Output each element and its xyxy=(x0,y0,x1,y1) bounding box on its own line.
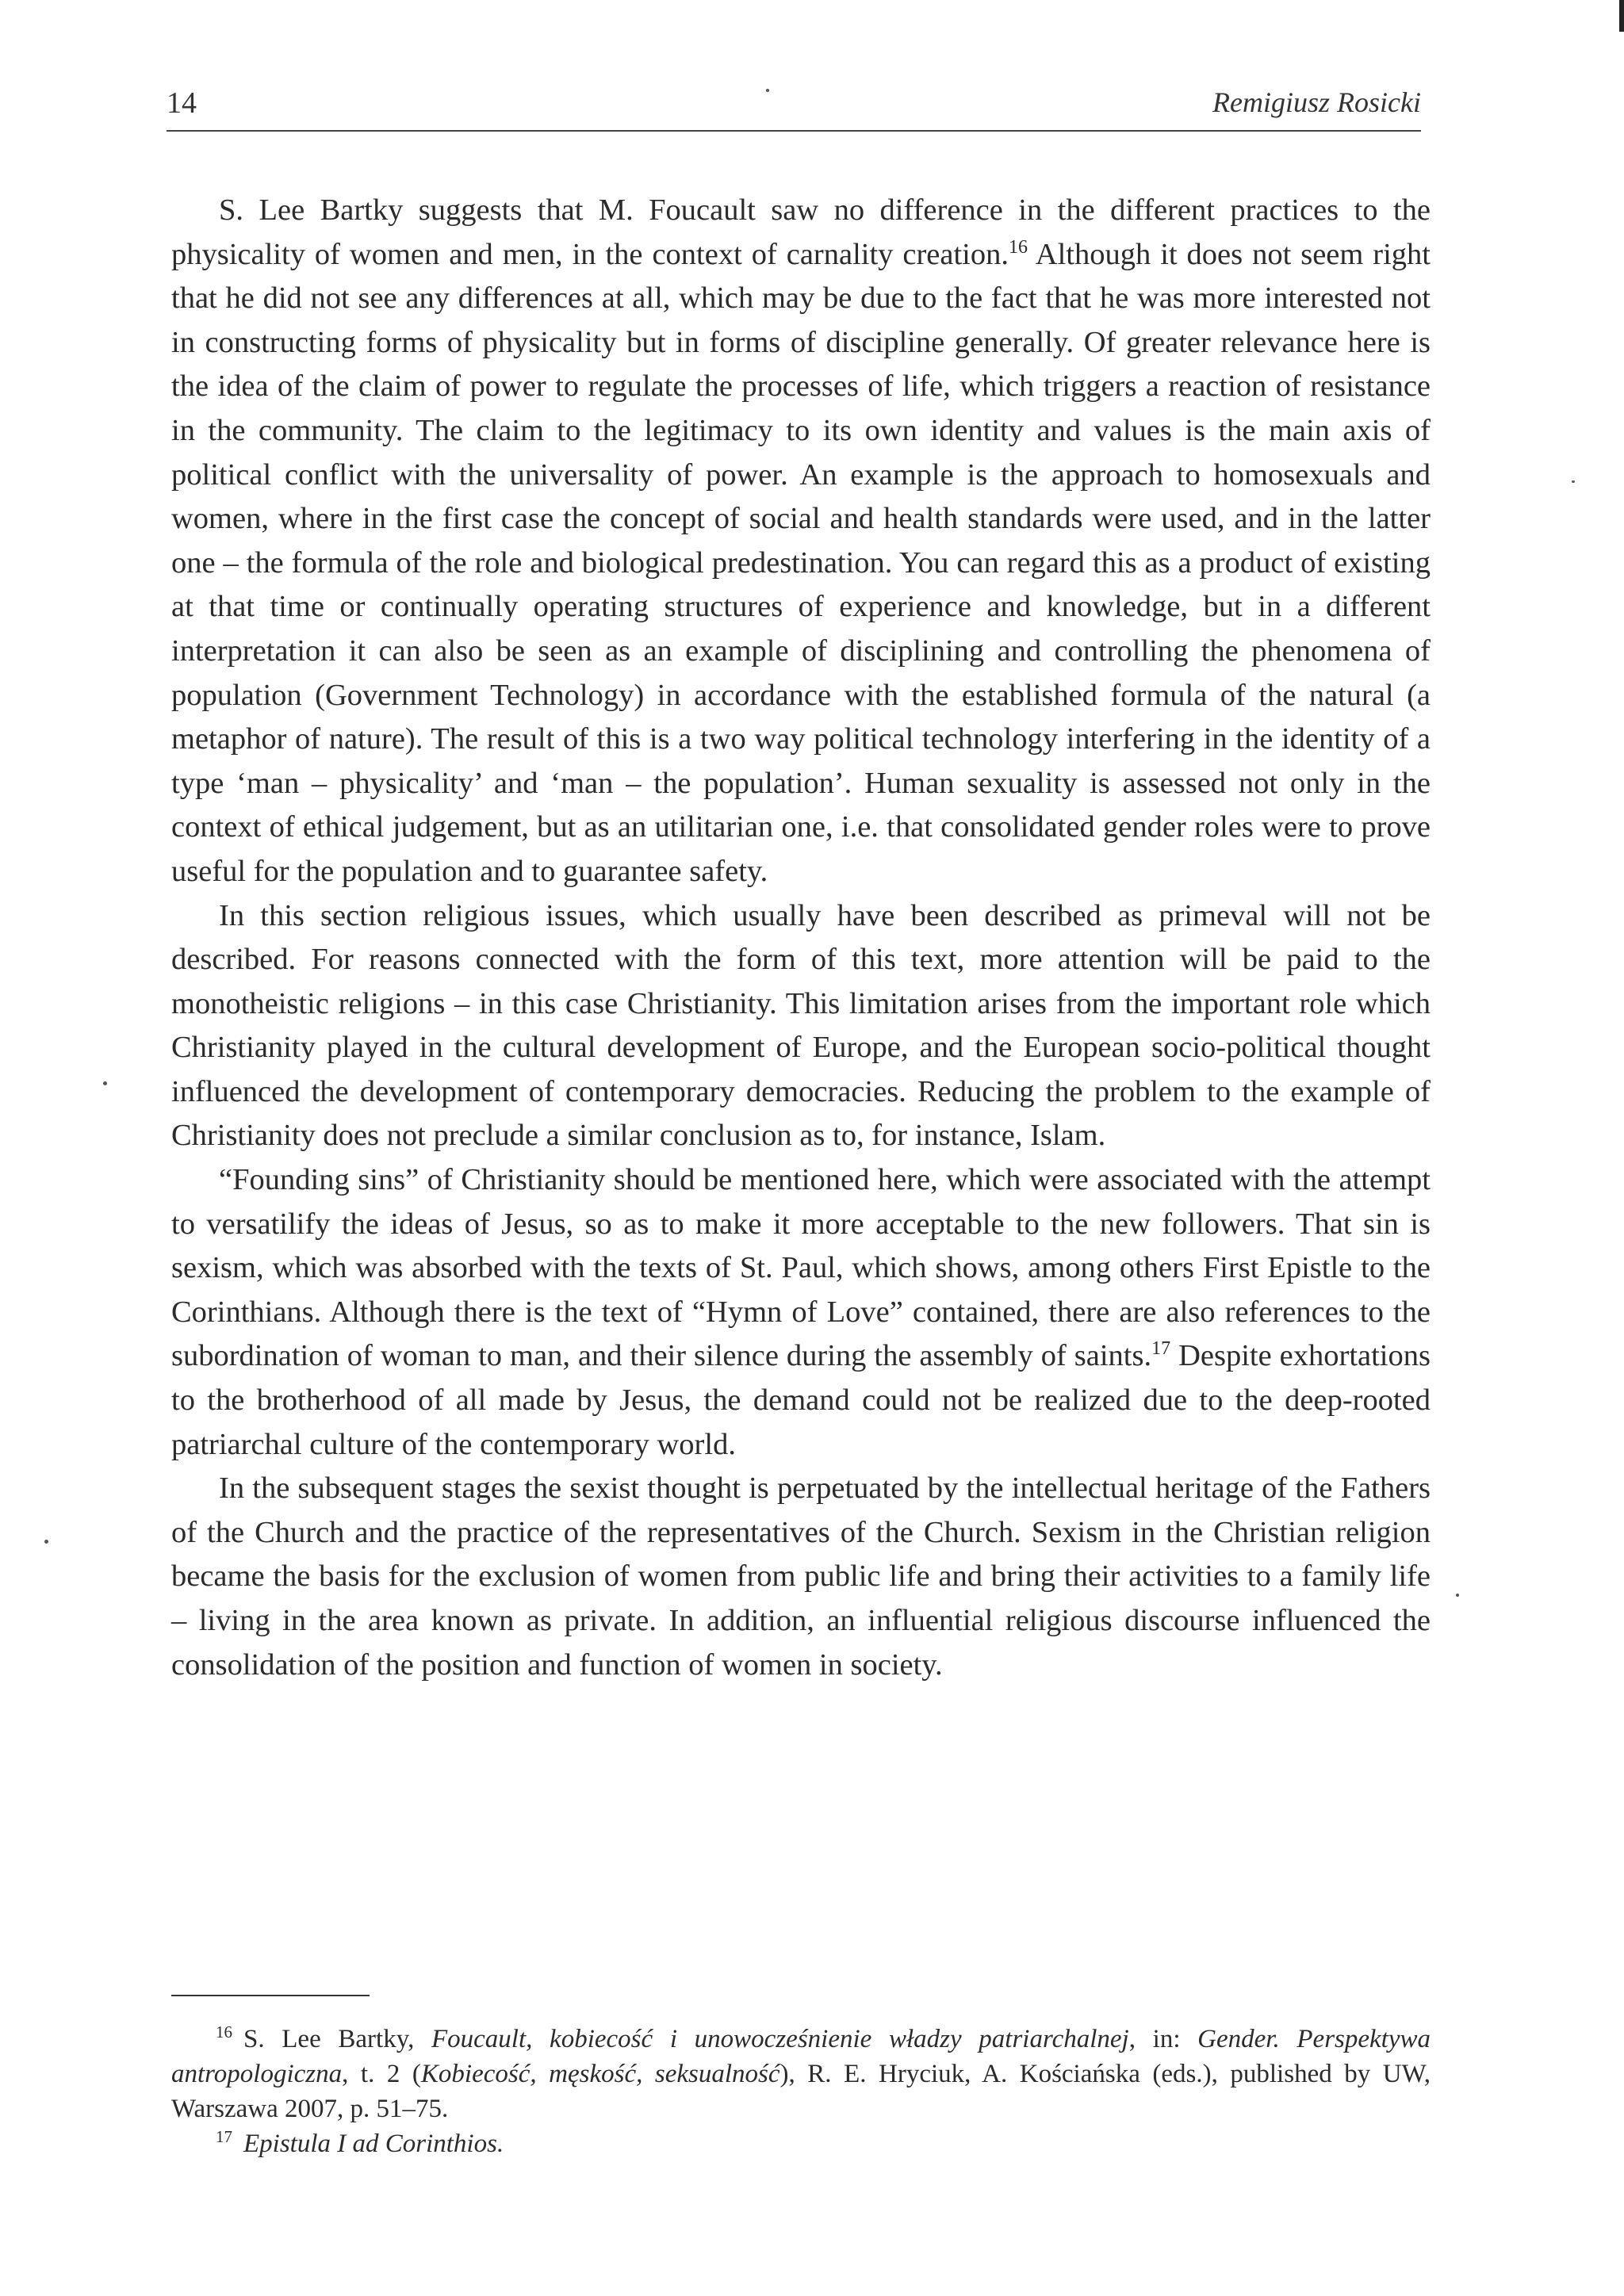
footnote-publication: ), R. E. Hryciuk, A. Kościańska (eds.), published by UW, Warszawa 2007, p. 51–75. xyxy=(171,2060,1431,2123)
footnote-number: 17 xyxy=(216,2127,232,2146)
footnote-volume: , t. 2 ( xyxy=(342,2060,421,2088)
paragraph-2: In this section religious issues, which usually have been described as primeval will not be described. For reasons connected with the form of this text, more attention will be paid to the monotheistic religions – in this case Christianity. This limitation arises from the important role which Christianity played in the cultural development of Europe, and the European socio-political thought influenced the development of contemporary democracies. Reducing the problem to the example of Christianity does not preclude a similar conclusion as to, for instance, Islam. xyxy=(171,898,1431,1153)
paragraph-1-text-b: Although it does not seem right that he did not see any differences at all, which may be due to the fact that he was more interested not in constructing forms of physicality but in forms of discipline generally. Of greater relevance here is the idea of the claim of power to regulate the processes of life, which triggers a reaction of resistance in the community. The claim to the legitimacy to its own identity and values is the main axis of political conflict with the universality of power. An example is the approach to homosexuals and women, where in the first case the concept of social and health standards were used, and in the latter one – the formula of the role and biological predestination. You can regard this as a product of existing at that time or continually operating structures of experience and knowledge, but in a different interpretation it can also be seen as an example of disciplining and controlling the phenomena of population (Government Technology) in accordance with the established formula of the natural (a metaphor of nature). The result of this is a two way political technology interfering in the identity of a type ‘man – physicality’ and ‘man – the population’. Human sexuality is assessed not only in the context of ethical judgement, but as an utilitarian one, i.e. that consolidated gender roles were to prove useful for the population and to guarantee safety. xyxy=(171,237,1431,888)
footnote-reference-16: 16 xyxy=(1008,236,1028,258)
paragraph-3 xyxy=(171,1158,1431,1467)
footnote-volume-title: Kobiecość, męskość, seksualność xyxy=(420,2060,780,2088)
paragraph-3-text-a: “Founding sins” of Christianity should be mentioned here, which were associated with the attempt to versatilify the ideas of Jesus, so as to make it more acceptable to the new followers. That sin is sexism, which was absorbed with the texts of St. Paul, which shows, among others First Epistle to the Corinthians. Although there is the text of “Hymn of Love” contained, there are also references to the subordination of woman to man, and their silence during the assembly of saints. xyxy=(171,1163,1431,1373)
paragraph-4: In the subsequent stages the sexist thought is perpetuated by the intellectual heritage of the Fathers of the Church and the practice of the representatives of the Church. Sexism in the Christian religion became the basis for the exclusion of women from public life and bring their activities to a family life – living in the area known as private. In addition, an influential religious discourse influenced the consolidation of the position and function of women in society. xyxy=(171,1471,1431,1682)
scan-speck xyxy=(1456,1594,1459,1597)
paragraph-3-text-b: Despite exhortations to the brotherhood of all made by Jesus, the demand could not be realized due to the deep-rooted patriarchal culture of the contemporary world. xyxy=(171,1339,1431,1461)
footnote-number: 16 xyxy=(216,2022,232,2042)
scan-speck xyxy=(766,89,769,92)
footnote-title: Epistula I ad Corinthios. xyxy=(243,2130,504,2158)
footnote-in: , in: xyxy=(1128,2025,1198,2053)
footnotes xyxy=(171,2022,1431,2161)
footnote-title: Foucault, kobiecość i unowocześnienie władzy patriarchalnej xyxy=(431,2025,1129,2053)
page-number: 14 xyxy=(167,86,197,120)
footnote-16 xyxy=(171,2022,1431,2126)
footnote-rule xyxy=(171,1995,370,1996)
paragraph-1-text-a: S. Lee Bartky suggests that M. Foucault saw no difference in the different practices to the physicality of women and men, in the context of carnality creation. xyxy=(171,193,1431,271)
header-rule xyxy=(167,130,1421,132)
footnote-author: S. Lee Bartky, xyxy=(243,2025,431,2053)
scan-speck xyxy=(44,1540,48,1544)
page-header xyxy=(167,79,1421,135)
scan-edge-mark xyxy=(1619,0,1624,32)
footnote-book-title: Gender. Perspektywa antropologiczna xyxy=(171,2025,1431,2088)
body-text xyxy=(171,189,1431,1687)
scan-speck xyxy=(103,1081,107,1085)
running-head-author: Remigiusz Rosicki xyxy=(1212,86,1421,118)
footnote-17 xyxy=(171,2126,1431,2161)
footnote-reference-17: 17 xyxy=(1151,1338,1171,1360)
scan-speck xyxy=(1572,480,1575,483)
paragraph-1 xyxy=(171,189,1431,894)
